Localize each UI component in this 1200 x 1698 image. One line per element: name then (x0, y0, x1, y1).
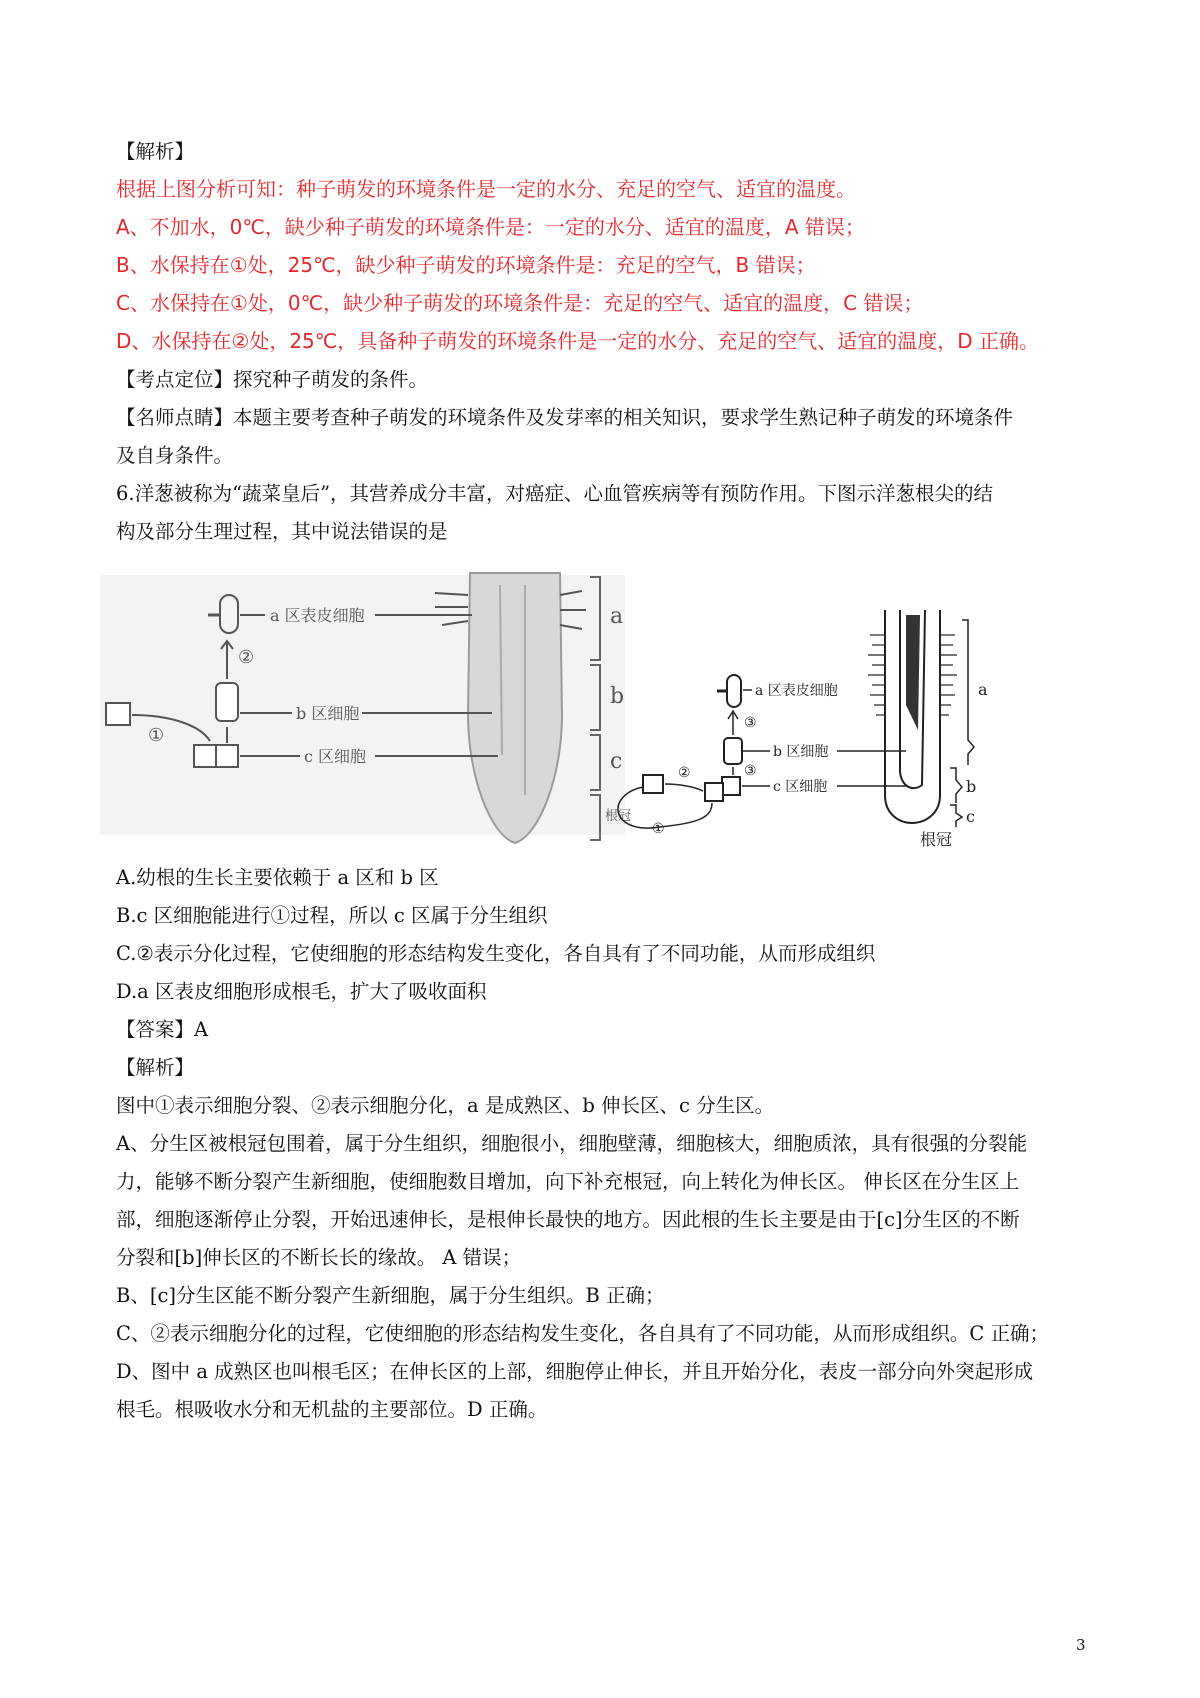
option-d: D.a 区表皮细胞形成根毛，扩大了吸收面积 (116, 980, 487, 1003)
left-label-c-cell: c 区细胞 (304, 747, 367, 766)
left-label-b-cell: b 区细胞 (296, 704, 360, 723)
question-stem: 6.洋葱被称为“蔬菜皇后”，其营养成分丰富，对癌症、心血管疾病等有预防作用。下图示洋葱根尖的结 (116, 482, 994, 505)
analysis-line: 力，能够不断分裂产生新细胞，使细胞数目增加，向下补充根冠，向上转化为伸长区。 伸长区在分生区上 (116, 1170, 1020, 1193)
red-analysis-line: B、水保持在①处，25℃，缺少种子萌发的环境条件是：充足的空气，B 错误； (116, 253, 816, 277)
analysis-line: C、②表示细胞分化的过程，它使细胞的形态结构发生变化，各自具有了不同功能，从而形成组织。C 正确； (116, 1322, 1050, 1345)
analysis-line: D、图中 a 成熟区也叫根毛区；在伸长区的上部，细胞停止伸长，并且开始分化，表皮一部分向外突起形成 (116, 1360, 1034, 1383)
answer-line: 【答案】A (116, 1018, 209, 1041)
option-a: A.幼根的生长主要依赖于 a 区和 b 区 (116, 866, 439, 889)
right-division-arrow (665, 784, 703, 791)
right-zone-b: b (966, 777, 977, 796)
mingshi-line: 及自身条件。 (116, 444, 234, 467)
right-bracket-b (950, 768, 962, 803)
right-label-c-cell: c 区细胞 (773, 779, 828, 795)
right-step-1: ① (652, 821, 665, 837)
analysis-line: 分裂和[b]伸长区的不断长长的缘故。 A 错误； (116, 1246, 522, 1269)
right-step-3a: ③ (744, 715, 757, 731)
right-step-3b: ③ (744, 763, 757, 779)
right-step-2: ② (678, 765, 691, 781)
right-zone-cap: 根冠 (920, 830, 953, 849)
right-c-cell (722, 777, 740, 795)
right-b-cell (724, 738, 742, 764)
left-zone-c: c (610, 749, 623, 774)
analysis-line: B、[c]分生区能不断分裂产生新细胞，属于分生组织。B 正确； (116, 1284, 665, 1307)
mingshi-line: 【名师点睛】本题主要考查种子萌发的环境条件及发芽率的相关知识，要求学生熟记种子萌发的环境条件 (116, 406, 1014, 429)
red-analysis-line: 根据上图分析可知：种子萌发的环境条件是一定的水分、充足的空气、适宜的温度。 (116, 177, 856, 201)
option-c: C.②表示分化过程，它使细胞的形态结构发生变化，各自具有了不同功能，从而形成组织 (116, 942, 876, 965)
right-a-cell (727, 675, 741, 707)
left-step-2: ② (238, 647, 255, 668)
left-start-cell (106, 703, 130, 725)
right-zone-c: c (966, 807, 975, 826)
left-zone-b: b (610, 684, 625, 709)
right-c-cell-sibling (705, 783, 723, 801)
option-b: B.c 区细胞能进行①过程，所以 c 区属于分生组织 (116, 904, 548, 927)
right-start-cell (643, 775, 663, 793)
left-step-1: ① (148, 725, 165, 746)
left-b-cell (216, 683, 238, 721)
right-bracket-a (962, 620, 974, 765)
right-bracket-c (950, 805, 962, 827)
analysis-line: A、分生区被根冠包围着，属于分生组织，细胞很小，细胞壁薄，细胞核大，细胞质浓，具有很强的分裂能 (116, 1132, 1028, 1155)
analysis-line: 根毛。根吸收水分和无机盐的主要部位。D 正确。 (116, 1398, 548, 1421)
analysis-heading: 【解析】 (116, 1056, 195, 1079)
analysis-line: 部，细胞逐渐停止分裂，开始迅速伸长，是根伸长最快的地方。因此根的生长主要是由于[c]分生区的不断 (116, 1208, 1020, 1231)
analysis-line: 图中①表示细胞分裂、②表示细胞分化，a 是成熟区、b 伸长区、c 分生区。 (116, 1094, 775, 1117)
red-analysis-line: D、水保持在②处，25℃，具备种子萌发的环境条件是一定的水分、充足的空气、适宜的温度，D 正确。 (116, 329, 1039, 353)
kaodian-line: 【考点定位】探究种子萌发的条件。 (116, 368, 429, 391)
page-number: 3 (1076, 1636, 1086, 1654)
left-c-cell-sibling (194, 745, 216, 767)
right-label-a-cell: a 区表皮细胞 (755, 683, 838, 699)
root-tip-figure (100, 555, 1080, 855)
red-analysis-line: C、水保持在①处，0℃，缺少种子萌发的环境条件是：充足的空气、适宜的温度，C 错误； (116, 291, 924, 315)
right-zone-a: a (978, 680, 988, 699)
right-cycle-arrow (618, 787, 712, 828)
analysis-heading: 【解析】 (116, 140, 195, 163)
right-label-b-cell: b 区细胞 (773, 744, 829, 760)
left-zone-cap: 根冠 (605, 809, 632, 824)
left-zone-a: a (610, 604, 624, 629)
question-stem: 构及部分生理过程，其中说法错误的是 (116, 520, 448, 543)
left-label-a-cell: a 区表皮细胞 (270, 606, 365, 625)
right-root-core (906, 615, 920, 730)
left-c-cell (216, 745, 238, 767)
red-analysis-line: A、不加水，0℃，缺少种子萌发的环境条件是：一定的水分、适宜的温度，A 错误； (116, 215, 865, 239)
